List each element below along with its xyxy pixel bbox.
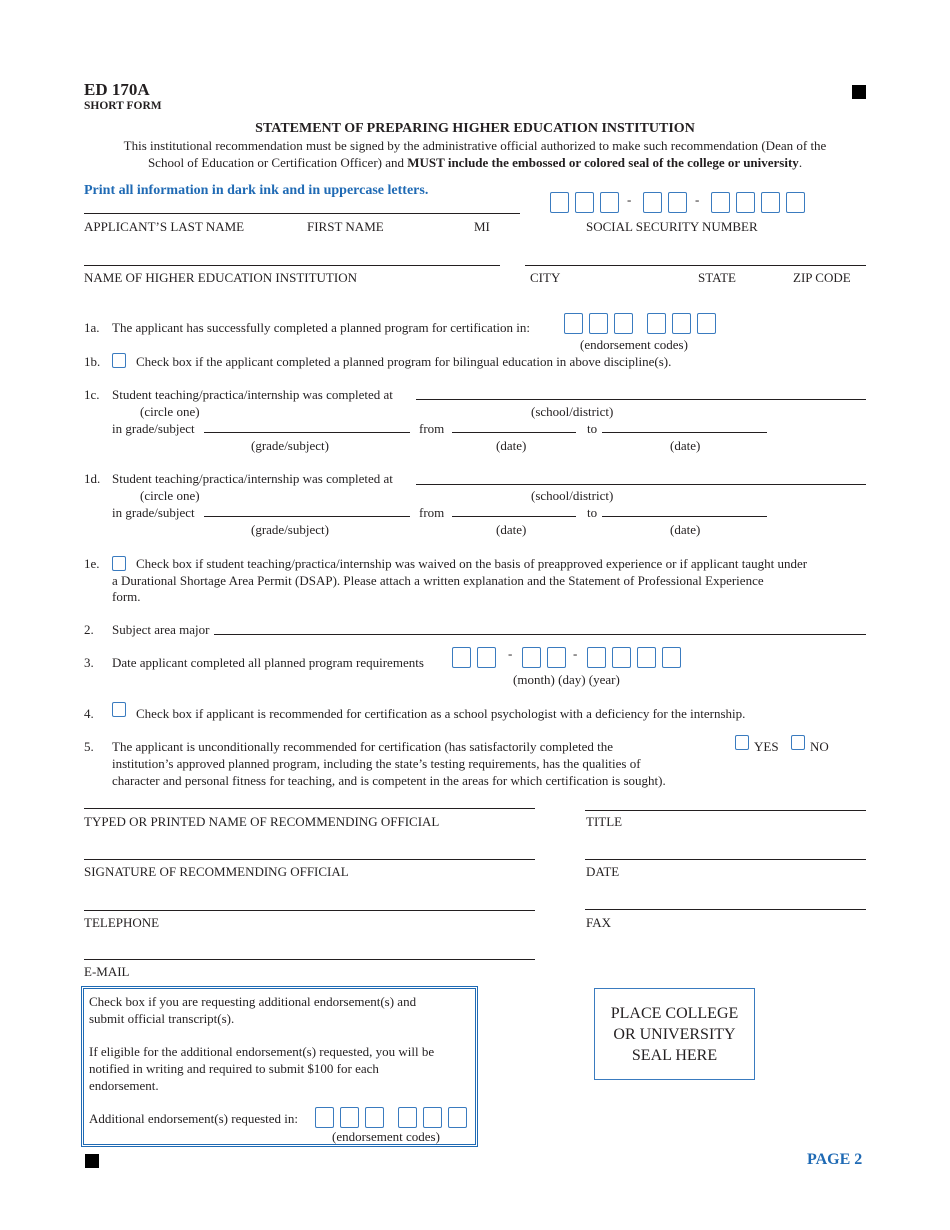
item-1d-text: Student teaching/practica/internship was completed at — [112, 471, 393, 486]
ssn-label: SOCIAL SECURITY NUMBER — [586, 219, 758, 234]
seal-line-1: PLACE COLLEGE — [610, 1005, 739, 1022]
item-1c-text: Student teaching/practica/internship was completed at — [112, 387, 393, 402]
item-4-text: Check box if applicant is recommended for certification as a school psychologist with a deficiency for the internship. — [136, 706, 746, 721]
year-box[interactable] — [612, 647, 631, 668]
item-4-number: 4. — [84, 706, 94, 721]
date-caption: (date) — [496, 438, 527, 453]
yes-label: YES — [754, 739, 779, 754]
school-district-line[interactable] — [416, 399, 866, 400]
day-box[interactable] — [522, 647, 541, 668]
ssn-box[interactable] — [600, 192, 619, 213]
item-3-text: Date applicant completed all planned program requirements — [112, 655, 424, 670]
date-dash: - — [508, 646, 513, 661]
item-1b-text: Check box if the applicant completed a planned program for bilingual education in above discipline(s). — [136, 354, 672, 369]
form-subtitle: SHORT FORM — [84, 100, 162, 112]
intro-bold-text: MUST include the embossed or colored seal of the college or university — [407, 155, 799, 170]
date-label: DATE — [586, 864, 620, 879]
additional-line-3: If eligible for the additional endorsement(s) requested, you will be — [89, 1044, 435, 1059]
additional-code-box[interactable] — [398, 1107, 417, 1128]
registration-mark-top — [852, 85, 866, 99]
endorsement-code-box[interactable] — [647, 313, 666, 334]
intro-period: . — [798, 155, 803, 170]
intro-line-2 — [0, 155, 950, 171]
ssn-box[interactable] — [575, 192, 594, 213]
yes-checkbox[interactable] — [735, 735, 749, 750]
seal-line-2: OR UNIVERSITY — [613, 1026, 736, 1043]
item-1e-line-3: form. — [112, 589, 141, 604]
additional-line-1: Check box if you are requesting additional endorsement(s) and — [89, 994, 417, 1009]
in-grade-subject-label: in grade/subject — [112, 421, 195, 436]
date-dash: - — [573, 646, 578, 661]
form-code: ED 170A — [84, 80, 150, 99]
grade-subject-line[interactable] — [204, 516, 410, 517]
school-district-caption: (school/district) — [531, 404, 614, 419]
state-label: STATE — [698, 270, 736, 285]
date-format-caption: (month) (day) (year) — [513, 672, 620, 687]
ssn-box[interactable] — [711, 192, 730, 213]
date-caption: (date) — [670, 522, 701, 537]
month-box[interactable] — [452, 647, 471, 668]
from-label: from — [419, 505, 445, 520]
no-label: NO — [810, 739, 829, 754]
ssn-box[interactable] — [786, 192, 805, 213]
institution-name-line[interactable] — [84, 265, 500, 266]
telephone-label: TELEPHONE — [84, 915, 160, 930]
item-1a-number: 1a. — [84, 320, 100, 335]
additional-line-4: notified in writing and required to submit $100 for each — [89, 1061, 379, 1076]
item-1e-line-1: Check box if student teaching/practica/internship was waived on the basis of preapproved experience or if applicant taught under — [136, 556, 808, 571]
date-caption: (date) — [670, 438, 701, 453]
to-label: to — [587, 505, 598, 520]
item-2-text: Subject area major — [112, 622, 210, 637]
from-date-line[interactable] — [452, 432, 576, 433]
additional-code-box[interactable] — [315, 1107, 334, 1128]
item-1c-number: 1c. — [84, 387, 100, 402]
item-1e-number: 1e. — [84, 556, 100, 571]
signature-line[interactable] — [84, 859, 535, 860]
item-5-line-2: institution’s approved planned program, including the state’s testing requirements, has the qualities of — [112, 756, 641, 771]
grade-subject-caption: (grade/subject) — [251, 438, 329, 453]
item-2-number: 2. — [84, 622, 94, 637]
from-label: from — [419, 421, 445, 436]
waiver-checkbox[interactable] — [112, 556, 126, 571]
additional-line-2: submit official transcript(s). — [89, 1011, 235, 1026]
intro-line-1: This institutional recommendation must be signed by the administrative official authorized to make such recommendation (Dean of the — [123, 138, 827, 153]
ssn-dash: - — [695, 192, 700, 207]
endorsement-code-box[interactable] — [589, 313, 608, 334]
ssn-box[interactable] — [643, 192, 662, 213]
institution-name-label: NAME OF HIGHER EDUCATION INSTITUTION — [84, 270, 357, 285]
to-date-line[interactable] — [602, 516, 767, 517]
day-box[interactable] — [547, 647, 566, 668]
item-1b-number: 1b. — [84, 354, 101, 369]
grade-subject-line[interactable] — [204, 432, 410, 433]
item-5-line-3: character and personal fitness for teaching, and is competent in the areas for which certification is sought). — [112, 773, 666, 788]
applicant-name-line[interactable] — [84, 213, 520, 214]
subject-area-major-line[interactable] — [214, 634, 866, 635]
school-district-caption: (school/district) — [531, 488, 614, 503]
circle-one-caption: (circle one) — [140, 488, 200, 503]
item-1d-number: 1d. — [84, 471, 101, 486]
additional-code-box[interactable] — [365, 1107, 384, 1128]
year-box[interactable] — [662, 647, 681, 668]
additional-requested-label: Additional endorsement(s) requested in: — [89, 1111, 299, 1126]
psychologist-checkbox[interactable] — [112, 702, 126, 717]
school-district-line[interactable] — [416, 484, 866, 485]
item-1a-text: The applicant has successfully completed a planned program for certification in: — [112, 320, 531, 335]
bilingual-checkbox[interactable] — [112, 353, 126, 368]
email-label: E-MAIL — [84, 964, 130, 979]
page-number: PAGE 2 — [807, 1151, 863, 1168]
ssn-box[interactable] — [736, 192, 755, 213]
form-title: STATEMENT OF PREPARING HIGHER EDUCATION INSTITUTION — [255, 121, 695, 136]
mi-label: MI — [474, 219, 490, 234]
signature-label: SIGNATURE OF RECOMMENDING OFFICIAL — [84, 864, 349, 879]
additional-code-box[interactable] — [423, 1107, 442, 1128]
seal-line-3: SEAL HERE — [631, 1047, 718, 1064]
no-checkbox[interactable] — [791, 735, 805, 750]
item-5-number: 5. — [84, 739, 94, 754]
item-3-number: 3. — [84, 655, 94, 670]
ssn-box[interactable] — [550, 192, 569, 213]
additional-codes-caption: (endorsement codes) — [332, 1129, 440, 1144]
telephone-line[interactable] — [84, 910, 535, 911]
grade-subject-caption: (grade/subject) — [251, 522, 329, 537]
title-line[interactable] — [585, 810, 866, 811]
item-5-line-1: The applicant is unconditionally recommended for certification (has satisfactorily completed the — [112, 739, 614, 754]
in-grade-subject-label: in grade/subject — [112, 505, 195, 520]
item-1e-line-2: a Durational Shortage Area Permit (DSAP). Please attach a written explanation and the Statement of Professional Experience — [112, 573, 764, 588]
registration-mark-bottom — [85, 1154, 99, 1168]
zip-label: ZIP CODE — [793, 270, 851, 285]
endorsement-code-box[interactable] — [564, 313, 583, 334]
to-label: to — [587, 421, 598, 436]
endorsement-code-box[interactable] — [614, 313, 633, 334]
endorsement-codes-caption: (endorsement codes) — [580, 337, 688, 352]
endorsement-code-box[interactable] — [697, 313, 716, 334]
fax-line[interactable] — [585, 909, 866, 910]
year-box[interactable] — [637, 647, 656, 668]
additional-code-box[interactable] — [448, 1107, 467, 1128]
email-line[interactable] — [84, 959, 535, 960]
ssn-box[interactable] — [668, 192, 687, 213]
date-line[interactable] — [585, 859, 866, 860]
additional-code-box[interactable] — [340, 1107, 359, 1128]
title-label: TITLE — [586, 814, 623, 829]
first-name-label: FIRST NAME — [307, 219, 384, 234]
intro-text: School of Education or Certification Officer) and — [147, 155, 408, 170]
to-date-line[interactable] — [602, 432, 767, 433]
fax-label: FAX — [586, 915, 612, 930]
date-caption: (date) — [496, 522, 527, 537]
last-name-label: APPLICANT’S LAST NAME — [84, 219, 245, 234]
print-instruction: Print all information in dark ink and in uppercase letters. — [84, 183, 429, 198]
ssn-box[interactable] — [761, 192, 780, 213]
city-label: CITY — [530, 270, 561, 285]
institution-address-line[interactable] — [525, 265, 866, 266]
from-date-line[interactable] — [452, 516, 576, 517]
circle-one-caption: (circle one) — [140, 404, 200, 419]
endorsement-code-box[interactable] — [672, 313, 691, 334]
ssn-dash: - — [627, 192, 632, 207]
official-name-label: TYPED OR PRINTED NAME OF RECOMMENDING OFFICIAL — [84, 814, 440, 829]
year-box[interactable] — [587, 647, 606, 668]
additional-line-5: endorsement. — [89, 1078, 159, 1093]
month-box[interactable] — [477, 647, 496, 668]
official-name-line[interactable] — [84, 808, 535, 809]
